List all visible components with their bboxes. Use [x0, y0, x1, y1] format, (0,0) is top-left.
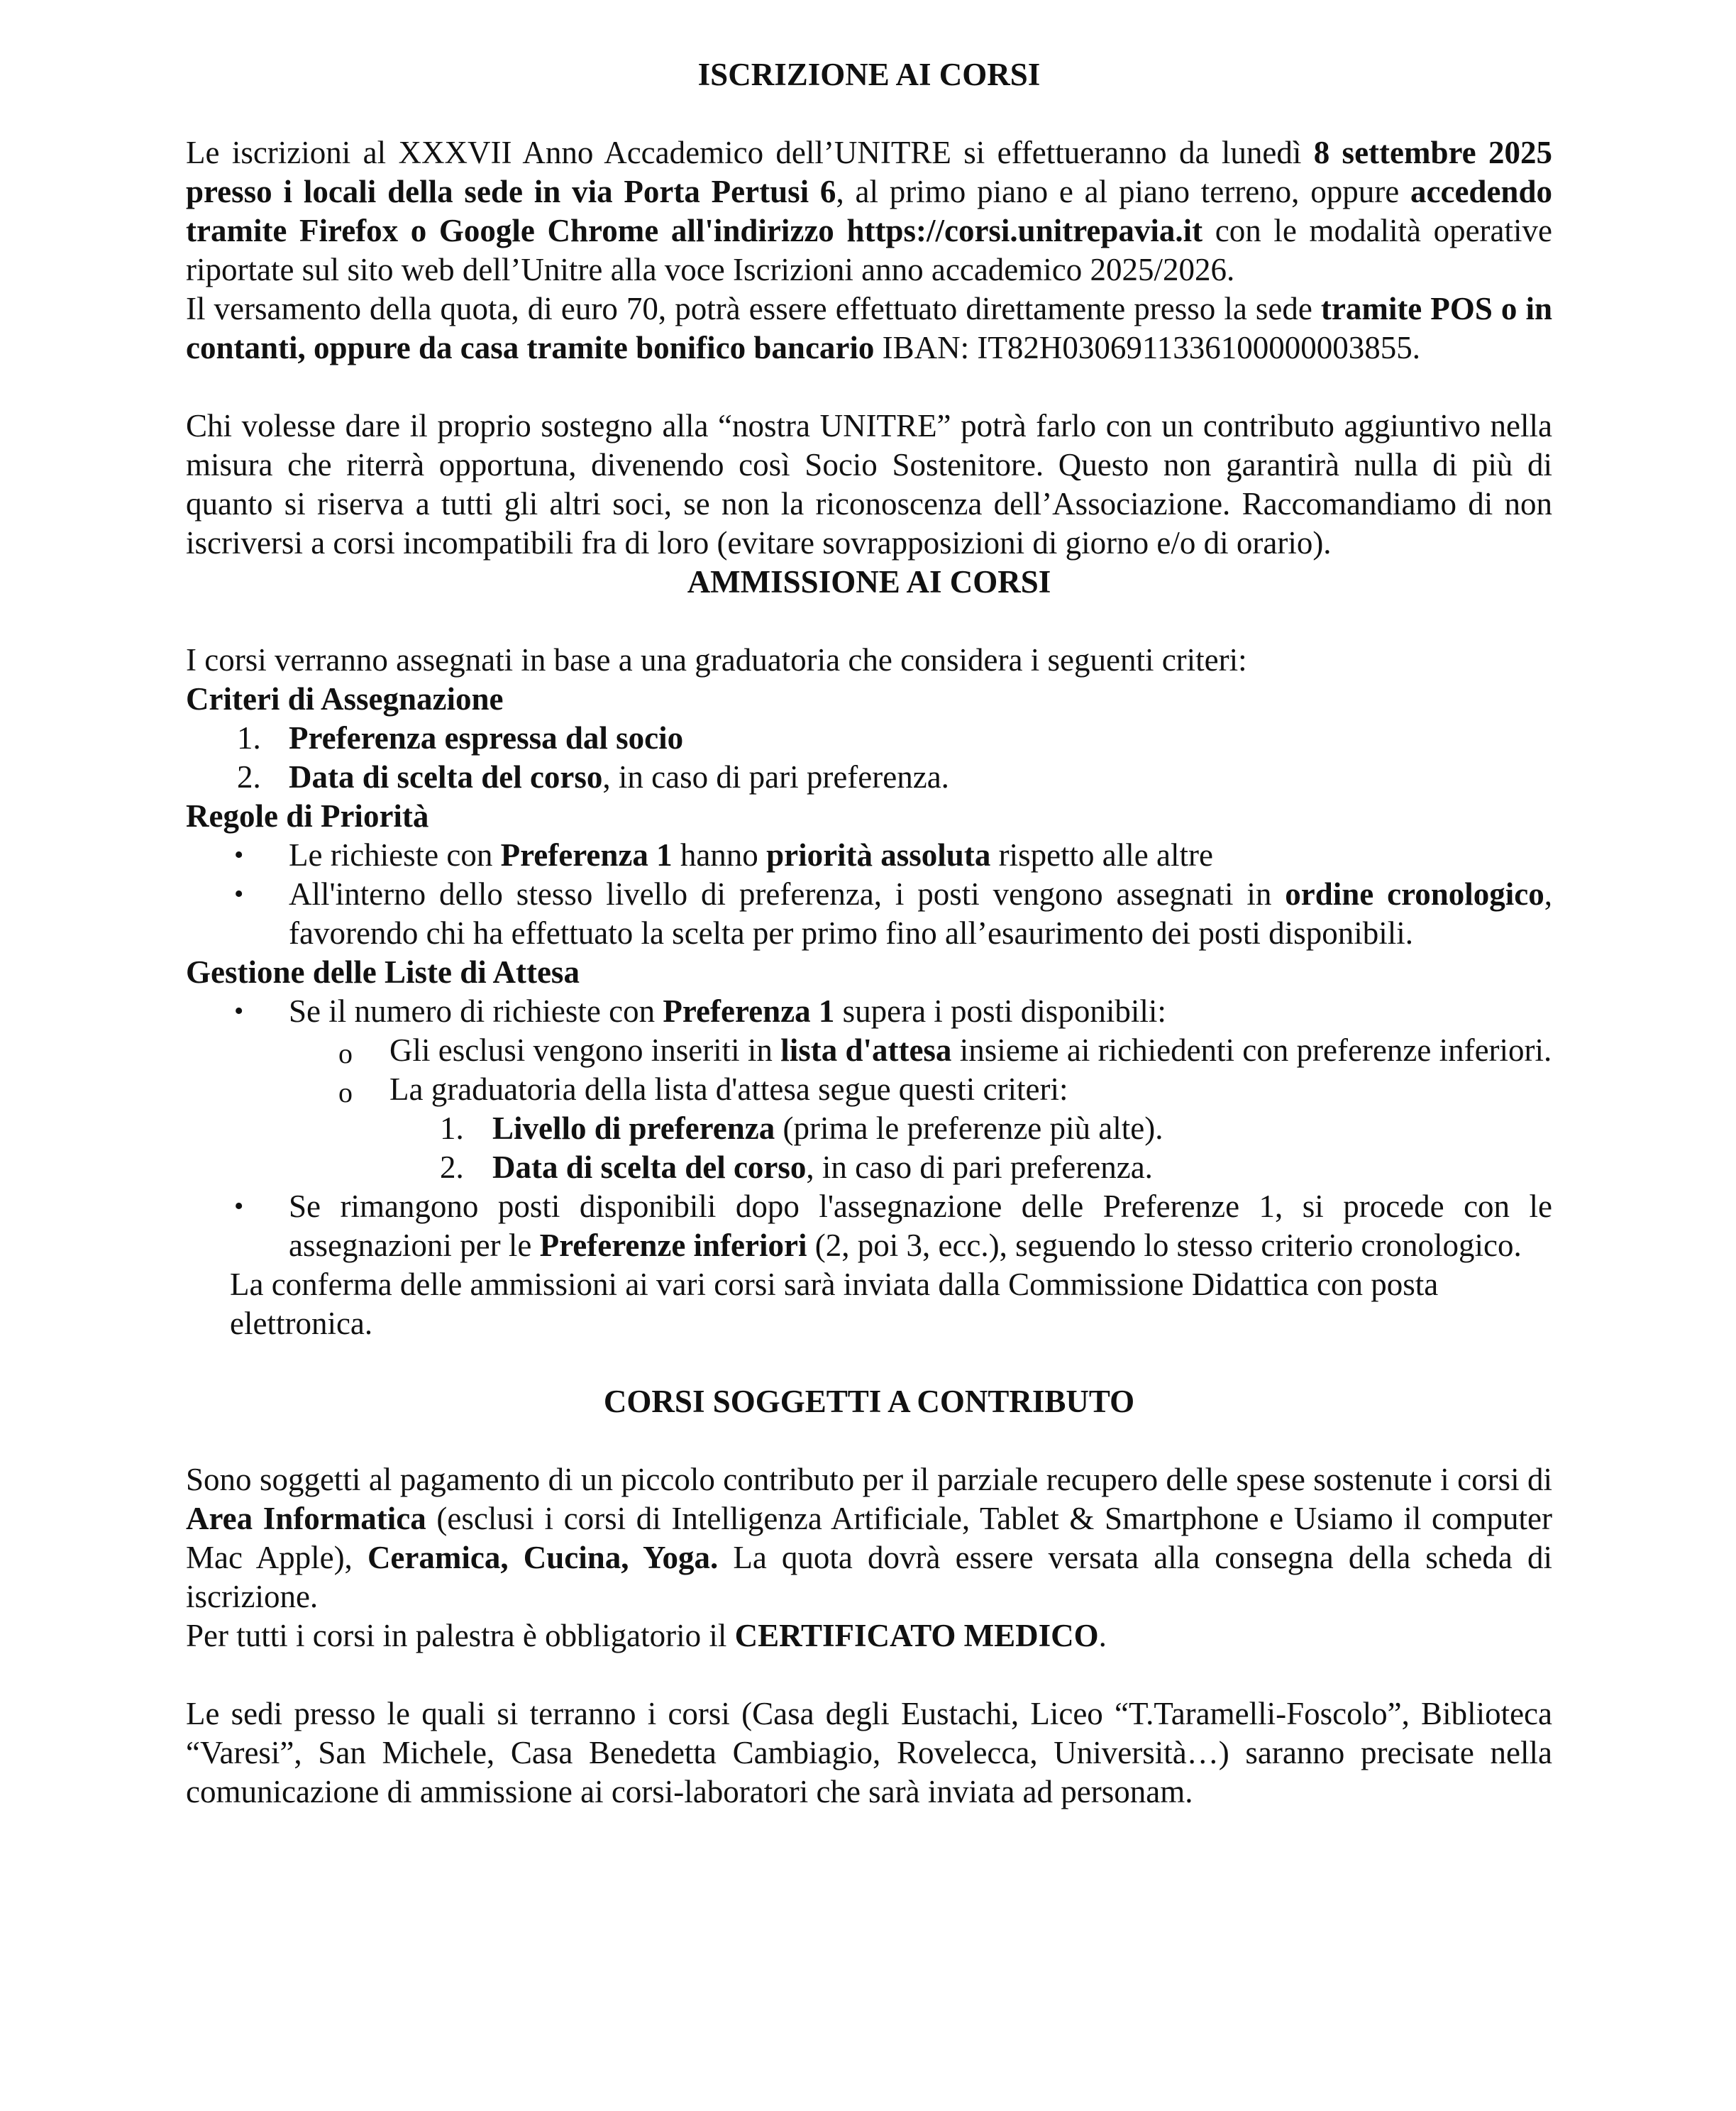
list-number: 1. — [237, 720, 261, 756]
gestione-subitem: o Gli esclusi vengono inseriti in lista d'attesa insieme ai richiedenti con preferenze inferiori. — [186, 1031, 1552, 1070]
gestione-list-2 — [186, 1187, 1552, 1265]
sedi-paragraph: Le sedi presso le quali si terranno i corsi (Casa degli Eustachi, Liceo “T.Taramelli-Foscolo”, Biblioteca “Varesi”, San Michele, Casa Benedetta Cambiagio, Rovelecca, Università…) saranno precisate nella comunicazione di ammissione ai corsi-laboratori che sarà inviata ad personam. — [186, 1696, 1552, 1809]
regole-heading: Regole di Priorità — [186, 798, 429, 834]
bullet-icon: • — [234, 996, 244, 1026]
list-number: 1. — [440, 1110, 464, 1146]
sostegno-paragraph: Chi volesse dare il proprio sostegno alla “nostra UNITRE” potrà farlo con un contributo aggiuntivo nella misura che riterrà opportuna, divenendo così Socio Sostenitore. Questo non garantirà nulla di più di quanto si riserva a tutti gli altri soci, se non la riconoscenza dell’Associazione. Raccomandiamo di non iscriversi a corsi incompatibili fra di loro (evitare sovrapposizioni di giorno e/o di orario). — [186, 408, 1552, 561]
contributo-title: CORSI SOGGETTI A CONTRIBUTO — [603, 1384, 1135, 1419]
regole-item: • All'interno dello stesso livello di preferenza, i posti vengono assegnati in ordine cronologico, favorendo chi ha effettuato la scelta per primo fino all’esaurimento dei posti disponibili. — [234, 876, 1552, 951]
versamento-paragraph: Il versamento della quota, di euro 70, potrà essere effettuato direttamente presso la sede tramite POS o in contanti, oppure da casa tramite bonifico bancario IBAN: IT82H0306911336100000003855. — [186, 291, 1552, 365]
criteri-item: 1. Preferenza espressa dal socio — [186, 719, 1552, 758]
circle-bullet-icon: o — [338, 1076, 353, 1108]
list-number: 2. — [440, 1150, 464, 1185]
graduatoria-item: 2. Data di scelta del corso, in caso di pari preferenza. — [186, 1148, 1552, 1187]
gestione-subitem: o La graduatoria della lista d'attesa segue questi criteri: — [186, 1070, 1552, 1109]
criteri-list — [186, 719, 1552, 797]
gestione-heading: Gestione delle Liste di Attesa — [186, 954, 580, 990]
graduatoria-item: 1. Livello di preferenza (prima le preferenze più alte). — [186, 1109, 1552, 1148]
regole-list — [186, 836, 1552, 953]
gestione-list — [186, 992, 1552, 1031]
iscrizione-paragraph: Le iscrizioni al XXXVII Anno Accademico dell’UNITRE si effettueranno da lunedì 8 settembre 2025 presso i locali della sede in via Porta Pertusi 6, al primo piano e al piano terreno, oppure accedendo tramite Firefox o Google Chrome all'indirizzo https://corsi.unitrepavia.it con le modalità operative riportate sul sito web dell’Unitre alla voce Iscrizioni anno accademico 2025/2026. — [186, 135, 1552, 287]
gestione-item: • Se il numero di richieste con Preferenza 1 supera i posti disponibili: — [186, 992, 1552, 1031]
circle-bullet-icon: o — [338, 1037, 353, 1069]
regole-item: • Le richieste con Preferenza 1 hanno priorità assoluta rispetto alle altre — [186, 836, 1552, 875]
bullet-icon: • — [234, 840, 244, 870]
certificato-paragraph: Per tutti i corsi in palestra è obbligatorio il CERTIFICATO MEDICO. — [186, 1618, 1107, 1653]
iscrizione-title: ISCRIZIONE AI CORSI — [697, 57, 1041, 92]
gestione-item: • Se rimangono posti disponibili dopo l'assegnazione delle Preferenze 1, si procede con le assegnazioni per le Preferenze inferiori (2, poi 3, ecc.), seguendo lo stesso criterio cronologico. — [234, 1189, 1552, 1263]
ammissione-intro: I corsi verranno assegnati in base a una graduatoria che considera i seguenti criteri: — [186, 642, 1247, 678]
criteri-heading: Criteri di Assegnazione — [186, 681, 504, 717]
list-number: 2. — [237, 759, 261, 795]
contributo-paragraph: Sono soggetti al pagamento di un piccolo contributo per il parziale recupero delle spese sostenute i corsi di Area Informatica (esclusi i corsi di Intelligenza Artificiale, Tablet & Smartphone e Usiamo il computer Mac Apple), Ceramica, Cucina, Yoga. La quota dovrà essere versata alla consegna della scheda di iscrizione. — [186, 1462, 1552, 1614]
bullet-icon: • — [234, 879, 244, 909]
ammissione-title: AMMISSIONE AI CORSI — [687, 564, 1051, 600]
bullet-icon: • — [234, 1191, 244, 1221]
conferma-paragraph: La conferma delle ammissioni ai vari corsi sarà inviata dalla Commissione Didattica con posta elettronica. — [230, 1267, 1439, 1341]
criteri-item: 2. Data di scelta del corso, in caso di pari preferenza. — [186, 758, 1552, 797]
